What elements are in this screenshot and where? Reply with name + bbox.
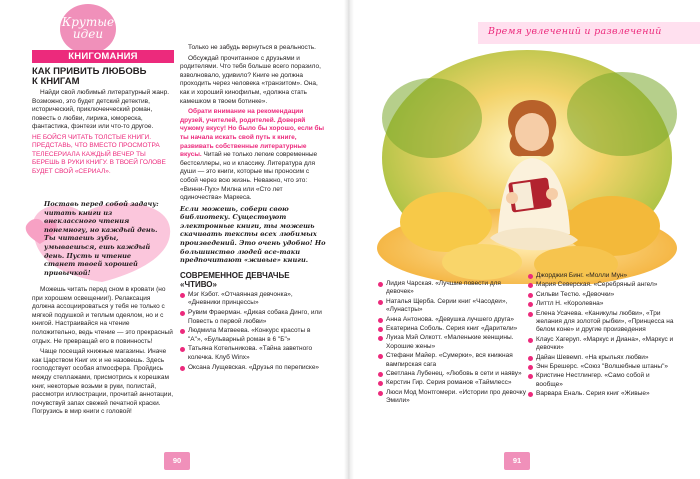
list-item: Лидия Чарская. «Лучшие повести для девочек» bbox=[378, 280, 526, 297]
left-column-a bbox=[32, 50, 174, 176]
list-heading bbox=[180, 271, 326, 289]
list-item: Светлана Лубенец. «Любовь в сети и наяву» bbox=[378, 370, 526, 378]
list-item: Елена Усачева. «Каникулы любви», «Три желания для золотой рыбки», «Принцесса на белом коне» и другие произведения bbox=[528, 310, 678, 335]
heart-callout-text: Поставь перед собой задачу: читать книги из внеклассного чтения понемногу, но каждый день. Ты читаешь зубы, умываешься, ешь каждый день. Пусть и чтение станет твоей хорошей привычкой! bbox=[44, 200, 159, 277]
list-heading-line2: «ЧТИВО» bbox=[180, 279, 217, 289]
list-item: Джорджия Бинг. «Молли Мун» bbox=[528, 272, 678, 280]
brand-logo bbox=[60, 4, 116, 54]
col2-paragraph-2: Обсуждай прочитанное с друзьями и родителями. Что тебя больше всего поразило, взволновало, удивило? Книге не должна проходить через человека «транзитом». Она, как и хороший кинофильм, «должна стать камешком в твоем ботинке». bbox=[180, 54, 321, 105]
list-item: Клаус Хагеруп. «Маркус и Диана», «Маркус и девочки» bbox=[528, 336, 678, 353]
list-item: Мария Северская. «Серебряный ангел» bbox=[528, 281, 678, 289]
list-item: Литтл Н. «Королевна» bbox=[528, 300, 678, 308]
list-item: Мэг Кэбот. «Отчаянная девчонка», «Дневники принцессы» bbox=[180, 291, 326, 308]
list-item: Дайан Шевемп. «На крыльях любви» bbox=[528, 354, 678, 362]
list-item: Рувим Фраерман. «Дикая собака Динго, или Повесть о первой любви» bbox=[180, 309, 326, 326]
rubric-label: КНИГОМАНИЯ bbox=[32, 50, 174, 63]
list-item: Энн Брешерс. «Союз "Волшебные штаны"» bbox=[528, 363, 678, 371]
right-column-1 bbox=[378, 280, 526, 407]
list-item: Стефани Майер. «Сумерки», вся книжная вампирская сага bbox=[378, 352, 526, 369]
left-page bbox=[0, 0, 348, 479]
left-column-a-continued bbox=[32, 286, 174, 419]
reading-list-right-1 bbox=[378, 280, 526, 406]
list-item: Наталья Щерба. Серии книг «Часодеи», «Лунастры» bbox=[378, 298, 526, 315]
list-item: Люси Мод Монтгомери. «Истории про девочку Эмили» bbox=[378, 389, 526, 406]
article-heading-line1: КАК ПРИВИТЬ ЛЮБОВЬ bbox=[32, 66, 147, 77]
page-number-left: 90 bbox=[164, 452, 190, 470]
col2-paragraph-1: Только не забудь вернуться в реальность. bbox=[188, 44, 316, 51]
left-column-b bbox=[180, 44, 326, 373]
list-item: Анна Антонова. «Девушка лучшего друга» bbox=[378, 316, 526, 324]
bedtime-paragraph: Можешь читать перед сном в кровати (но при хорошем освещении!). Релаксация должна ассоциироваться у тебя не только с мягкой подушкой и теплым одеялом, но и с книгой. Настраивайся на чтение положительно, ведь чтение — это прекрасный отдых. Не превращай его в повинность! bbox=[32, 286, 173, 345]
library-script-note: Если можешь, собери свою библиотеку. Существуют электронные книги, ты можешь скачивать тексты всех любимых произведений. Это очень удобно! Но большинство людей все-таки предпочитают «живые» книги. bbox=[180, 204, 326, 265]
logo-line1: Крутые bbox=[61, 15, 115, 29]
intro-paragraph: Найди свой любимый литературный жанр. Возможно, это будет детский детектив, исторический, приключенческий роман, повесть о любви, лирика, юмореска, фантастика, фэнтези или что-то другое. bbox=[32, 89, 169, 131]
reading-list-left bbox=[180, 291, 326, 372]
list-heading-line1: СОВРЕМЕННОЕ ДЕВЧАЧЬЕ bbox=[180, 270, 290, 280]
list-item: Екатерина Соболь. Серия книг «Дарители» bbox=[378, 325, 526, 333]
book-spine-shadow bbox=[344, 0, 354, 479]
article-heading-line2: К КНИГАМ bbox=[32, 76, 80, 87]
reading-list-right-2 bbox=[528, 272, 678, 399]
list-item: Сильви Тестю. «Девочки» bbox=[528, 291, 678, 299]
list-item: Кристине Нестлингер. «Само собой и вообще» bbox=[528, 372, 678, 389]
list-item: Оксана Лущевская. «Друзья по переписке» bbox=[180, 364, 326, 373]
list-item: Керстин Гир. Серия романов «Таймлесс» bbox=[378, 379, 526, 387]
pink-note: НЕ БОЙСЯ ЧИТАТЬ ТОЛСТЫЕ КНИГИ. ПРЕДСТАВЬ, ЧТО ВМЕСТО ПРОСМОТРА ТЕЛЕСЕРИАЛА КАЖДЫЙ ВЕЧЕР ТЫ БЕРЕШЬ В РУКИ КНИГУ. В ТВОЕЙ ГОЛОВЕ БУДЕТ СВОЙ «СЕРИАЛ». bbox=[32, 133, 166, 175]
list-item: Варвара Еналь. Серия книг «Живые» bbox=[528, 390, 678, 398]
girl-reading-illustration bbox=[362, 48, 692, 284]
recommendation-highlight: Обрати внимание на рекомендации друзей, учителей, родителей. Доверяй чужому вкусу! Но было бы хорошо, если бы ты начала искать свой путь к книге, развивать собственные литературные вкусы. bbox=[180, 108, 325, 159]
bookshop-paragraph: Чаще посещай книжные магазины. Иначе как Царством Книг их и не назовешь. Здесь господствует особая атмосфера. Пройдись между стеллажами, присмотрись к корешкам книг, некоторые возьми в руки, полистай, рассмотри иллюстрации, прочитай аннотации, почувствуй запах свежей печатной краски. Погрузись в мир книги с головой! bbox=[32, 348, 174, 416]
article-heading bbox=[32, 67, 174, 87]
list-item: Луиза Мэй Олкотт. «Маленькие женщины. Хорошие жены» bbox=[378, 334, 526, 351]
list-item: Татьяна Котельникова. «Тайна заветного колечка. Клуб Winx» bbox=[180, 345, 326, 362]
recommendation-rest: Читай не только легкие современные бестселлеры, но и классику. Литература для души — это книги, которые мы проносим с собой через всю жизнь. Неважно, что это: «Винни-Пух» Милна или «Сто лет одиночества» Маркеса. bbox=[180, 151, 318, 202]
right-page bbox=[348, 0, 700, 479]
list-item: Людмила Матвеева. «Конкурс красоты в "А"», «Бульварный роман в 6 "Б"» bbox=[180, 327, 326, 344]
logo-line2: идеи bbox=[72, 27, 104, 41]
right-column-2 bbox=[528, 272, 678, 400]
section-title: Время увлечений и развлечений bbox=[488, 26, 662, 37]
page-number-right: 91 bbox=[504, 452, 530, 470]
col2-paragraph-3 bbox=[180, 108, 326, 203]
